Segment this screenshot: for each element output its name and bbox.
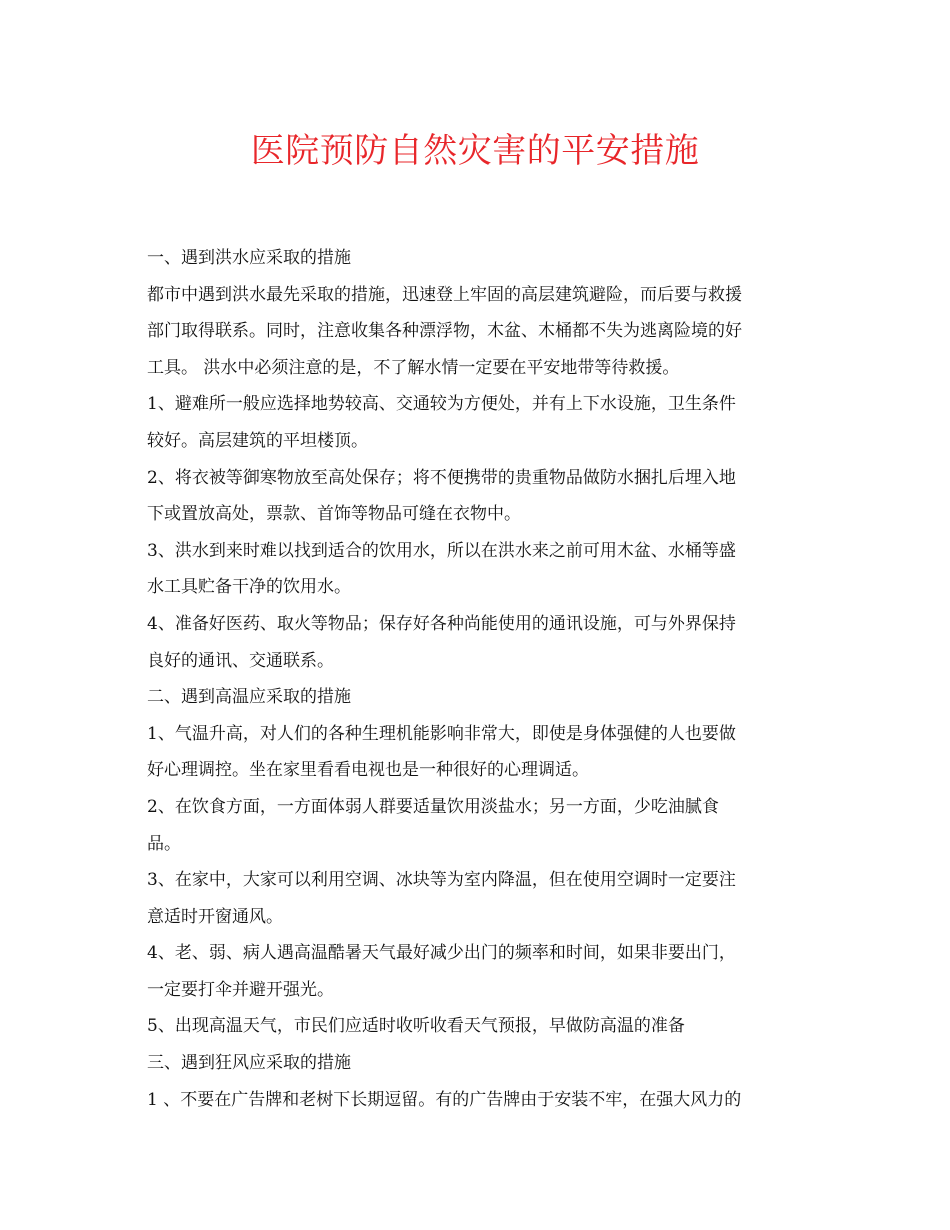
paragraph-line: 4、准备好医药、取火等物品；保存好各种尚能使用的通讯设施，可与外界保持 xyxy=(147,613,736,634)
paragraph-line: 都市中遇到洪水最先采取的措施，迅速登上牢固的高层建筑避险，而后要与救援 xyxy=(147,284,742,305)
page-title: 医院预防自然灾害的平安措施 xyxy=(250,131,700,171)
paragraph-line: 2、将衣被等御寒物放至高处保存；将不便携带的贵重物品做防水捆扎后埋入地 xyxy=(147,467,736,488)
paragraph-line: 较好。高层建筑的平坦楼顶。 xyxy=(147,430,368,451)
section-heading-flood: 一、遇到洪水应采取的措施 xyxy=(147,248,351,268)
paragraph-line: 好心理调控。坐在家里看看电视也是一种很好的心理调适。 xyxy=(147,760,589,781)
paragraph-line: 良好的通讯、交通联系。 xyxy=(147,650,334,671)
paragraph-line: 水工具贮备干净的饮用水。 xyxy=(147,577,351,598)
paragraph-line: 3、在家中，大家可以利用空调、冰块等为室内降温，但在使用空调时一定要注 xyxy=(147,870,736,891)
paragraph-line: 一定要打伞并避开强光。 xyxy=(147,979,334,1000)
paragraph-line: 1、避难所一般应选择地势较高、交通较为方便处，并有上下水设施，卫生条件 xyxy=(147,394,736,415)
paragraph-line: 1 、不要在广告牌和老树下长期逗留。有的广告牌由于安装不牢，在强大风力的 xyxy=(147,1089,742,1110)
paragraph-line: 下或置放高处，票款、首饰等物品可缝在衣物中。 xyxy=(147,504,521,525)
paragraph-line: 3、洪水到来时难以找到适合的饮用水，所以在洪水来之前可用木盆、水桶等盛 xyxy=(147,540,736,561)
paragraph-line: 4、老、弱、病人遇高温酷暑天气最好减少出门的频率和时间，如果非要出门， xyxy=(147,943,736,964)
paragraph-line: 意适时开窗通风。 xyxy=(147,906,283,927)
paragraph-line: 1、气温升高，对人们的各种生理机能影响非常大，即使是身体强健的人也要做 xyxy=(147,723,736,744)
paragraph-line: 5、出现高温天气，市民们应适时收听收看天气预报，早做防高温的准备 xyxy=(147,1016,685,1037)
section-heading-wind: 三、遇到狂风应采取的措施 xyxy=(147,1053,351,1074)
paragraph-line: 部门取得联系。同时，注意收集各种漂浮物，木盆、木桶都不失为逃离险境的好 xyxy=(147,321,742,342)
document-body xyxy=(147,240,807,1118)
paragraph-line: 2、在饮食方面，一方面体弱人群要适量饮用淡盐水；另一方面，少吃油腻食 xyxy=(147,796,719,817)
paragraph-line: 品。 xyxy=(147,833,181,854)
paragraph-line: 工具。 洪水中必须注意的是，不了解水情一定要在平安地带等待救援。 xyxy=(147,357,680,378)
section-heading-heat: 二、遇到高温应采取的措施 xyxy=(147,687,351,708)
